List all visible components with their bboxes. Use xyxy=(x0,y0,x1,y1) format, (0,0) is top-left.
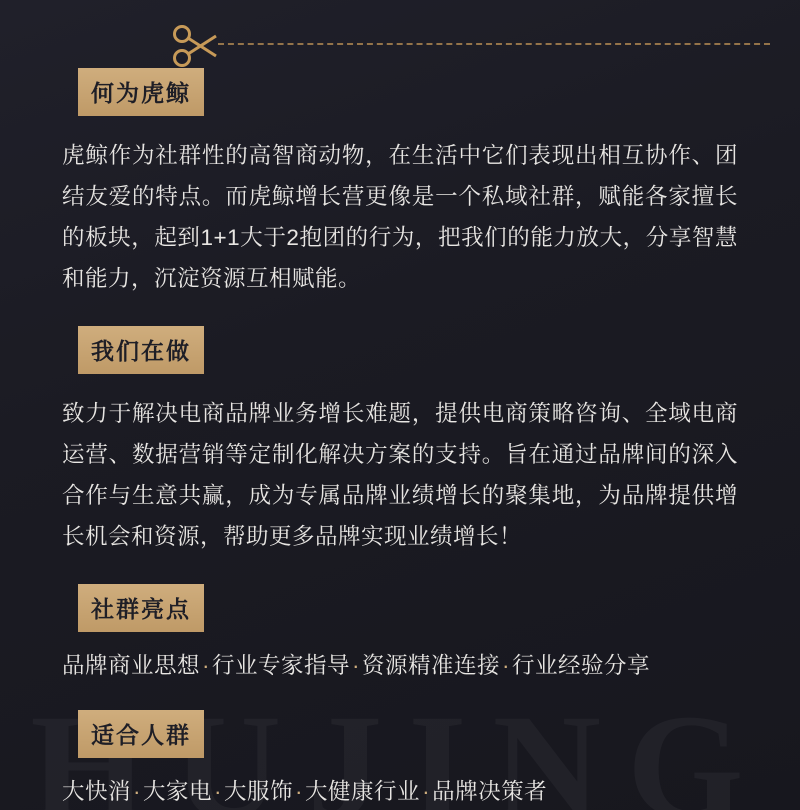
section-tag: 社群亮点 xyxy=(78,584,204,632)
content-body xyxy=(0,68,800,810)
list-item: 品牌决策者 xyxy=(432,778,548,804)
separator: · xyxy=(422,778,431,804)
list-item: 大健康行业 xyxy=(305,778,421,804)
audience-list xyxy=(62,774,738,810)
separator: · xyxy=(295,778,304,804)
scissors-icon xyxy=(170,22,222,70)
section-paragraph: 虎鲸作为社群性的高智商动物，在生活中它们表现出相互协作、团结友爱的特点。而虎鲸增长营更像是一个私域社群，赋能各家擅长的板块，起到1+1大于2抱团的行为，把我们的能力放大，分享智慧和能力，沉淀资源互相赋能。 xyxy=(62,143,738,291)
list-item: 大服饰 xyxy=(224,778,294,804)
list-item: 行业经验分享 xyxy=(512,652,651,678)
section-tag: 何为虎鲸 xyxy=(78,68,204,116)
section-tag: 我们在做 xyxy=(78,326,204,374)
list-item: 行业专家指导 xyxy=(212,652,351,678)
section-target-audience xyxy=(0,710,800,810)
list-item: 资源精准连接 xyxy=(362,652,501,678)
separator: · xyxy=(133,778,142,804)
separator: · xyxy=(214,778,223,804)
separator: · xyxy=(202,652,211,678)
cut-line-decoration xyxy=(0,22,800,66)
section-tag: 适合人群 xyxy=(78,710,204,758)
section-what-we-do xyxy=(0,326,800,558)
dashed-line xyxy=(218,43,770,45)
list-item: 大快消 xyxy=(62,778,132,804)
highlights-list xyxy=(62,648,738,684)
separator: · xyxy=(502,652,511,678)
section-what-is-hujing xyxy=(0,68,800,300)
separator: · xyxy=(352,652,361,678)
list-item: 大家电 xyxy=(143,778,213,804)
list-item: 品牌商业思想 xyxy=(62,652,201,678)
section-paragraph: 致力于解决电商品牌业务增长难题，提供电商策略咨询、全域电商运营、数据营销等定制化解决方案的支持。旨在通过品牌间的深入合作与生意共赢，成为专属品牌业绩增长的聚集地，为品牌提供增长机会和资源，帮助更多品牌实现业绩增长！ xyxy=(62,400,738,549)
section-community-highlights xyxy=(0,584,800,684)
